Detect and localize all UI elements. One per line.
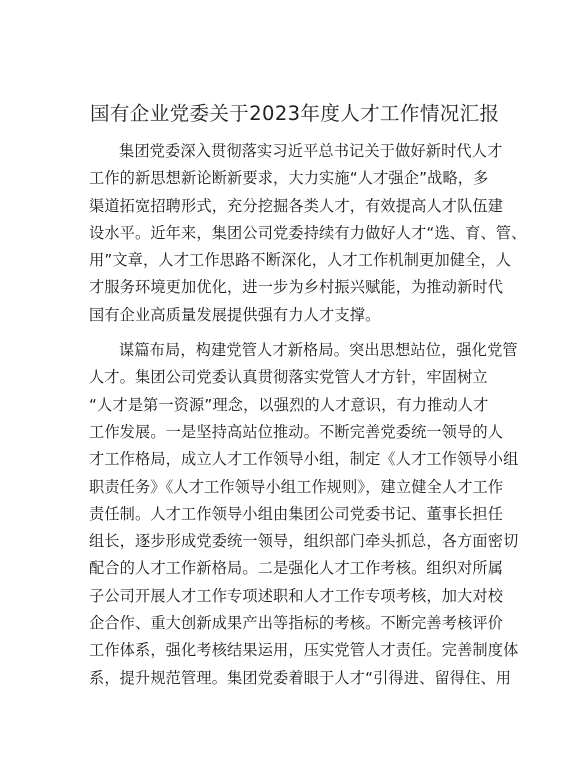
text-line: 配合的人才工作新格局。二是强化人才工作考核。组织对所属 xyxy=(89,559,504,578)
paragraph-1 xyxy=(89,138,527,329)
text-line: 工作发展。一是坚持高站位推动。不断完善党委统一领导的人 xyxy=(89,422,504,441)
text-line: 才工作格局，成立人才工作领导小组，制定《人才工作领导小组 xyxy=(89,450,519,469)
text-line: 才服务环境更加优化，进一步为乡村振兴赋能，为推动新时代 xyxy=(89,278,504,297)
text-line: 责任制。人才工作领导小组由集团公司党委书记、董事长担任 xyxy=(89,504,504,523)
text-line: 国有企业高质量发展提供强有力人才支撑。 xyxy=(89,305,381,324)
text-line: 集团党委深入贯彻落实习近平总书记关于做好新时代人才 xyxy=(119,142,503,160)
text-line: 企合作、重大创新成果产出等指标的考核。不断完善考核评价 xyxy=(89,614,504,633)
document-title: 国有企业党委关于2023年度人才工作情况汇报 xyxy=(90,102,500,125)
text-line: 谋篇布局，构建党管人才新格局。突出思想站位，强化党管 xyxy=(119,341,518,360)
text-line: 渠道拓宽招聘形式，充分挖掘各类人才，有效提高人才队伍建 xyxy=(89,196,504,215)
document-body xyxy=(89,138,527,692)
paragraph-2 xyxy=(89,337,519,692)
text-line: 工作的新思想新论断新要求，大力实施“人才强企”战略，多 xyxy=(89,169,489,188)
text-line: 组长，逐步形成党委统一领导，组织部门牵头抓总，各方面密切 xyxy=(89,532,519,551)
text-line: 设水平。近年来，集团公司党委持续有力做好人才“选、育、管、 xyxy=(89,223,527,242)
text-line: “人才是第一资源”理念，以强烈的人才意识，有力推动人才 xyxy=(89,395,489,414)
text-line: 子公司开展人才工作专项述职和人才工作专项考核，加大对校 xyxy=(89,586,504,605)
text-line: 职责任务》《人才工作领导小组工作规则》，建立健全人才工作 xyxy=(89,477,504,496)
text-line: 人才。集团公司党委认真贯彻落实党管人才方针，牢固树立 xyxy=(89,368,488,387)
text-line: 系，提升规范管理。集团党委着眼于人才“引得进、留得住、用 xyxy=(89,668,512,687)
text-line: 用”文章，人才工作思路不断深化，人才工作机制更加健全，人 xyxy=(89,251,512,270)
text-line: 工作体系，强化考核结果运用，压实党管人才责任。完善制度体 xyxy=(89,641,519,660)
